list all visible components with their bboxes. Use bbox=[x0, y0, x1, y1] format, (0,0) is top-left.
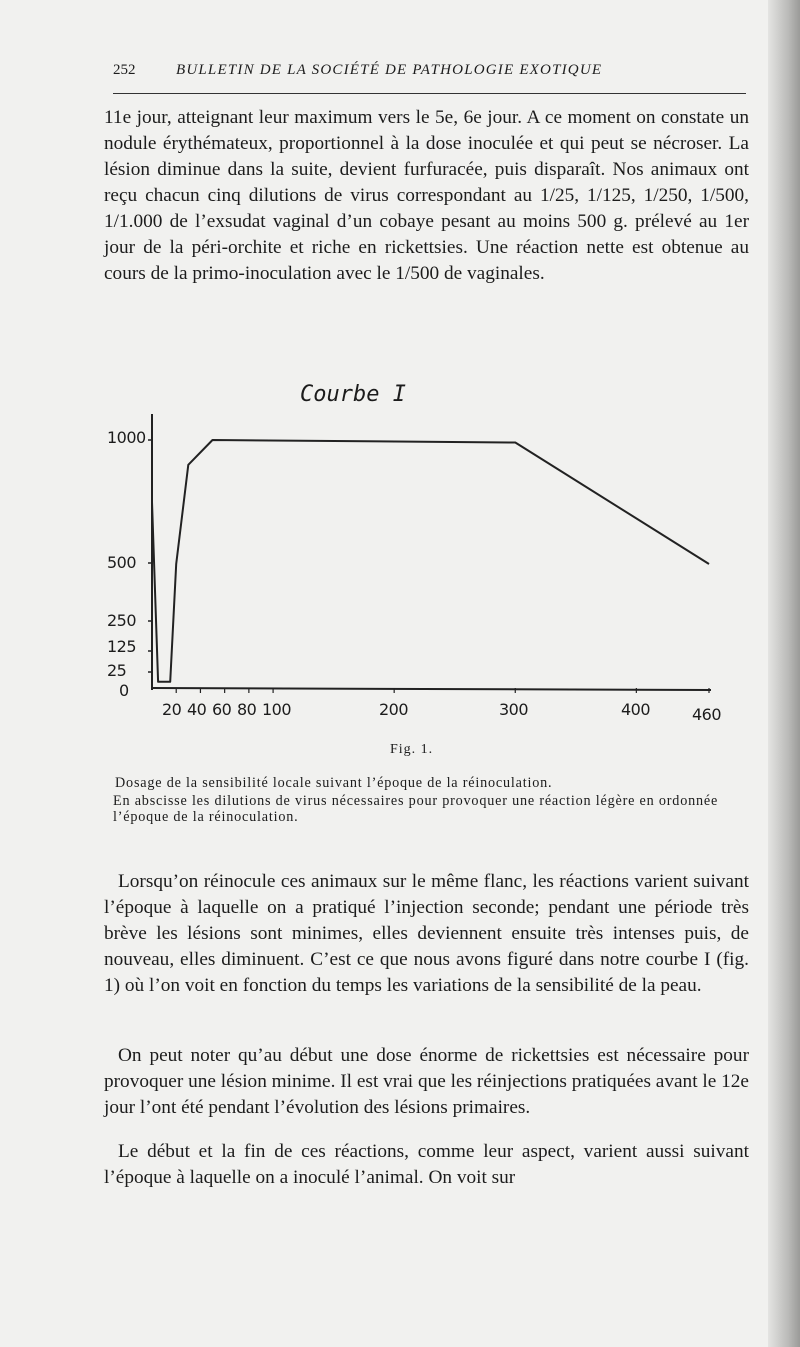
y-tick-label: 250 bbox=[107, 611, 137, 630]
x-tick-label: 100 bbox=[262, 700, 292, 719]
x-tick-label: 20 bbox=[162, 700, 182, 719]
running-head: BULLETIN DE LA SOCIÉTÉ DE PATHOLOGIE EXOTIQUE bbox=[176, 62, 603, 78]
x-tick-label: 300 bbox=[499, 700, 529, 719]
y-tick-label: 125 bbox=[107, 637, 137, 656]
figure-label: Fig. 1. bbox=[390, 742, 434, 757]
x-tick-label: 80 bbox=[237, 700, 257, 719]
paragraph-4: Le début et la fin de ces réactions, comme leur aspect, varient aussi suivant l’époque à laquelle on a inoculé l’animal. On voit sur bbox=[104, 1141, 749, 1188]
x-axis bbox=[152, 688, 711, 690]
series-line bbox=[152, 440, 709, 682]
chart-title: Courbe I bbox=[300, 382, 406, 407]
x-tick-label: 60 bbox=[212, 700, 232, 719]
x-tick-label: 200 bbox=[379, 700, 409, 719]
x-tick-label: 40 bbox=[187, 700, 207, 719]
x-tick-label: 400 bbox=[621, 700, 651, 719]
y-tick-label: 25 bbox=[107, 661, 127, 680]
figure-caption-line-2: En abscisse les dilutions de virus nécessaires pour provoquer une réaction légère en ordonnée l’époque de la réinoculation. bbox=[113, 793, 719, 825]
x-tick-label: 460 bbox=[692, 705, 722, 724]
y-tick-label: 0 bbox=[119, 681, 129, 700]
figure-caption-line-1: Dosage de la sensibilité locale suivant l’époque de la réinoculation. bbox=[115, 775, 553, 791]
paragraph-3: On peut noter qu’au début une dose énorme de rickettsies est nécessaire pour provoquer une lésion minime. Il est vrai que les réinjections pratiquées avant le 12e jour l’ont été pendant l’évolution des lésions primaires. bbox=[104, 1045, 749, 1118]
y-tick-label: 1000 bbox=[107, 428, 146, 447]
paragraph-1: 11e jour, atteignant leur maximum vers le 5e, 6e jour. A ce moment on constate un nodule érythémateux, proportionnel à la dose inoculée et qui peut se nécroser. La lésion diminue dans la suite, devient furfuracée, puis disparaît. Nos animaux ont reçu chacun cinq dilutions de virus correspondant au 1/25, 1/125, 1/250, 1/500, 1/1.000 de l’exsudat vaginal d’un cobaye pesant au moins 500 g. prélevé au 1er jour de la péri-orchite et riche en rickettsies. Une réaction nette est obtenue au cours de la primo-inoculation avec le 1/500 de vaginales. bbox=[104, 107, 749, 284]
page-number: 252 bbox=[113, 62, 136, 78]
y-tick-label: 500 bbox=[107, 553, 137, 572]
paragraph-2: Lorsqu’on réinocule ces animaux sur le même flanc, les réactions varient suivant l’époque à laquelle on a pratiqué l’injection seconde; pendant une période très brève les lésions sont minimes, elles deviennent ensuite très intenses puis, de nouveau, elles diminuent. C’est ce que nous avons figuré dans notre courbe I (fig. 1) où l’on voit en fonction du temps les variations de la sensibilité de la peau. bbox=[104, 871, 749, 996]
